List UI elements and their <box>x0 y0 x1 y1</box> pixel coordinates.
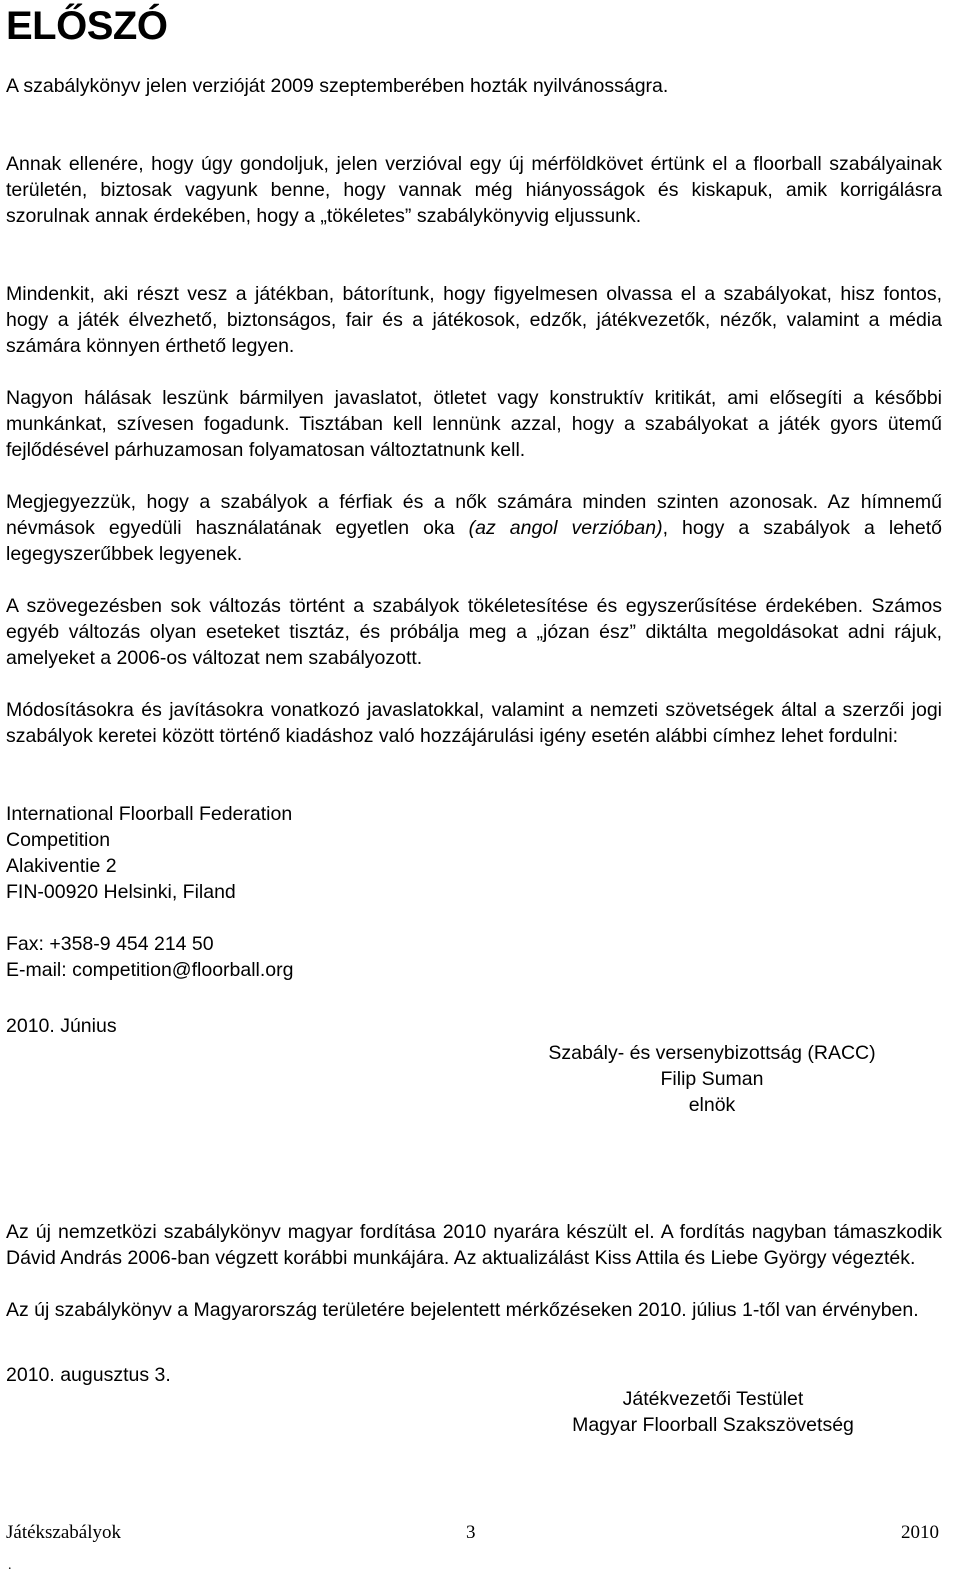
signature-racc <box>510 1040 914 1118</box>
date-june: 2010. Június <box>6 1015 117 1037</box>
signature-racc-org: Szabály- és versenybizottság (RACC) <box>548 1042 876 1064</box>
gender-note-text-end: , hogy a szabályok a lehető legegyszerűbbek legyenek. <box>6 517 943 565</box>
date-august: 2010. augusztus 3. <box>6 1364 171 1386</box>
signature-referees-line1: Játékvezetői Testület <box>622 1388 804 1410</box>
footer-dot: . <box>8 1558 12 1573</box>
signature-racc-role: elnök <box>688 1094 736 1116</box>
email-address: E-mail: competition@floorball.org <box>6 959 294 981</box>
address-line-department: Competition <box>6 829 111 851</box>
footer-page-number: 3 <box>466 1522 476 1543</box>
fax-number: Fax: +358-9 454 214 50 <box>6 933 214 955</box>
footer-document-name: Játékszabályok <box>6 1522 122 1543</box>
address-line-organisation: International Floorball Federation <box>6 803 293 825</box>
footer-year: 2010 <box>901 1522 939 1543</box>
signature-referees <box>520 1386 906 1438</box>
paragraph-gender-note <box>6 489 942 567</box>
paragraph-wording-changes: A szövegezésben sok változás történt a szabályok tökéletesítése és egyszerűsítése érdekében. Számos egyéb változás olyan eseteket tisztáz, és próbálja meg a „józan ész” diktálta megoldásokat adni rájuk, amelyeket a 2006-os változat nem szabályozott. <box>6 595 942 669</box>
paragraph-milestone: Annak ellenére, hogy úgy gondoljuk, jelen verzióval egy új mérföldkövet értünk el a floorball szabályainak területén, biztosak vagyunk benne, hogy vannak még hiányosságok és kiskapuk, amik korrigálásra szorulnak annak érdekében, hogy a „tökéletes” szabálykönyvig eljussunk. <box>6 153 942 227</box>
paragraph-contact-info: Módosításokra és javításokra vonatkozó javaslatokkal, valamint a nemzeti szövetségek által a szerzői jogi szabályok keretei között történő kiadáshoz való hozzájárulási igény esetén alábbi címhez lehet fordulni: <box>6 699 942 747</box>
address-line-city: FIN-00920 Helsinki, Filand <box>6 881 236 903</box>
paragraph-validity: Az új szabálykönyv a Magyarország területére bejelentett mérkőzéseken 2010. július 1-től van érvényben. <box>6 1299 919 1321</box>
paragraph-encouragement: Mindenkit, aki részt vesz a játékban, bátorítunk, hogy figyelmesen olvassa el a szabályokat, hisz fontos, hogy a játék élvezhető, biztonságos, fair és a játékosok, edzők, játékvezetők, nézők, valamint a média számára könnyen érthető legyen. <box>6 283 942 357</box>
signature-referees-line2: Magyar Floorball Szakszövetség <box>572 1414 854 1436</box>
gender-note-italic: (az angol verzióban) <box>468 517 663 539</box>
paragraph-release: A szabálykönyv jelen verzióját 2009 szeptemberében hozták nyilvánosságra. <box>6 75 669 97</box>
signature-racc-name: Filip Suman <box>660 1068 764 1090</box>
paragraph-feedback: Nagyon hálásak leszünk bármilyen javaslatot, ötletet vagy konstruktív kritikát, ami elősegíti a későbbi munkánkat, szívesen fogadunk. Tisztában kell lennünk azzal, hogy a szabályokat a játék gyors ütemű fejlődésével párhuzamosan folyamatosan változtatnunk kell. <box>6 387 942 461</box>
address-line-street: Alakiventie 2 <box>6 855 117 877</box>
page-title: ELŐSZÓ <box>6 4 168 48</box>
gender-note-text-start: Megjegyezzük, hogy a szabályok a férfiak és a nők számára minden szinten azonosak. Az hímnemű névmások egyedüli használatának egyetlen oka <box>6 491 942 539</box>
paragraph-translation: Az új nemzetközi szabálykönyv magyar fordítása 2010 nyarára készült el. A fordítás nagyban támaszkodik Dávid András 2006-ban végzett korábbi munkájára. Az aktualizálást Kiss Attila és Liebe György végezték. <box>6 1221 942 1269</box>
